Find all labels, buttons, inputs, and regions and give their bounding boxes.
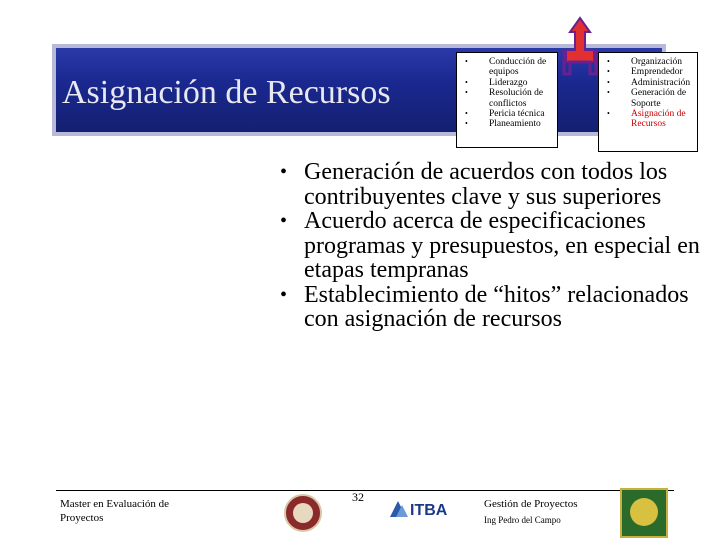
page-number: 32 <box>352 490 364 504</box>
right-skill-box <box>598 52 698 152</box>
institution-crest-logo <box>620 488 668 538</box>
footer-divider <box>56 490 674 491</box>
itba-logo <box>388 497 466 519</box>
bullet-item: • Acuerdo acerca de especificaciones programas y presupuestos, en especial en etapas tempranas <box>280 208 700 283</box>
footer-course: Master en Evaluación de Proyectos <box>60 498 170 524</box>
list-item: • Resolución de conflictos <box>465 88 544 109</box>
footer-course-info <box>484 497 577 527</box>
list-item: • Administración <box>607 77 691 88</box>
bullet-item: • Generación de acuerdos con todos los contribuyentes clave y sus superiores <box>280 159 668 210</box>
left-skill-box <box>456 52 558 148</box>
list-item: • Asignación de Recursos <box>607 109 686 130</box>
bidirectional-arrow-icon <box>560 14 600 94</box>
list-item: • Pericia técnica <box>465 109 545 120</box>
bullet-item: • Establecimiento de “hitos” relacionados con asignación de recursos <box>280 281 689 332</box>
university-seal-logo <box>284 494 322 532</box>
list-item: • Conducción de equipos <box>465 57 547 78</box>
footer-instructor: Ing Pedro del Campo <box>484 515 561 525</box>
main-bullets <box>276 160 706 332</box>
list-item: • Liderazgo <box>465 77 528 88</box>
list-item: • Organización <box>607 57 682 67</box>
list-item: • Emprendedor <box>607 67 683 78</box>
list-item: • Generación de Soporte <box>607 88 687 109</box>
slide-title: Asignación de Recursos <box>62 74 391 111</box>
list-item: • Planeamiento <box>465 119 541 130</box>
svg-text:ITBA: ITBA <box>410 502 448 519</box>
footer-course-title: Gestión de Proyectos <box>484 498 578 510</box>
